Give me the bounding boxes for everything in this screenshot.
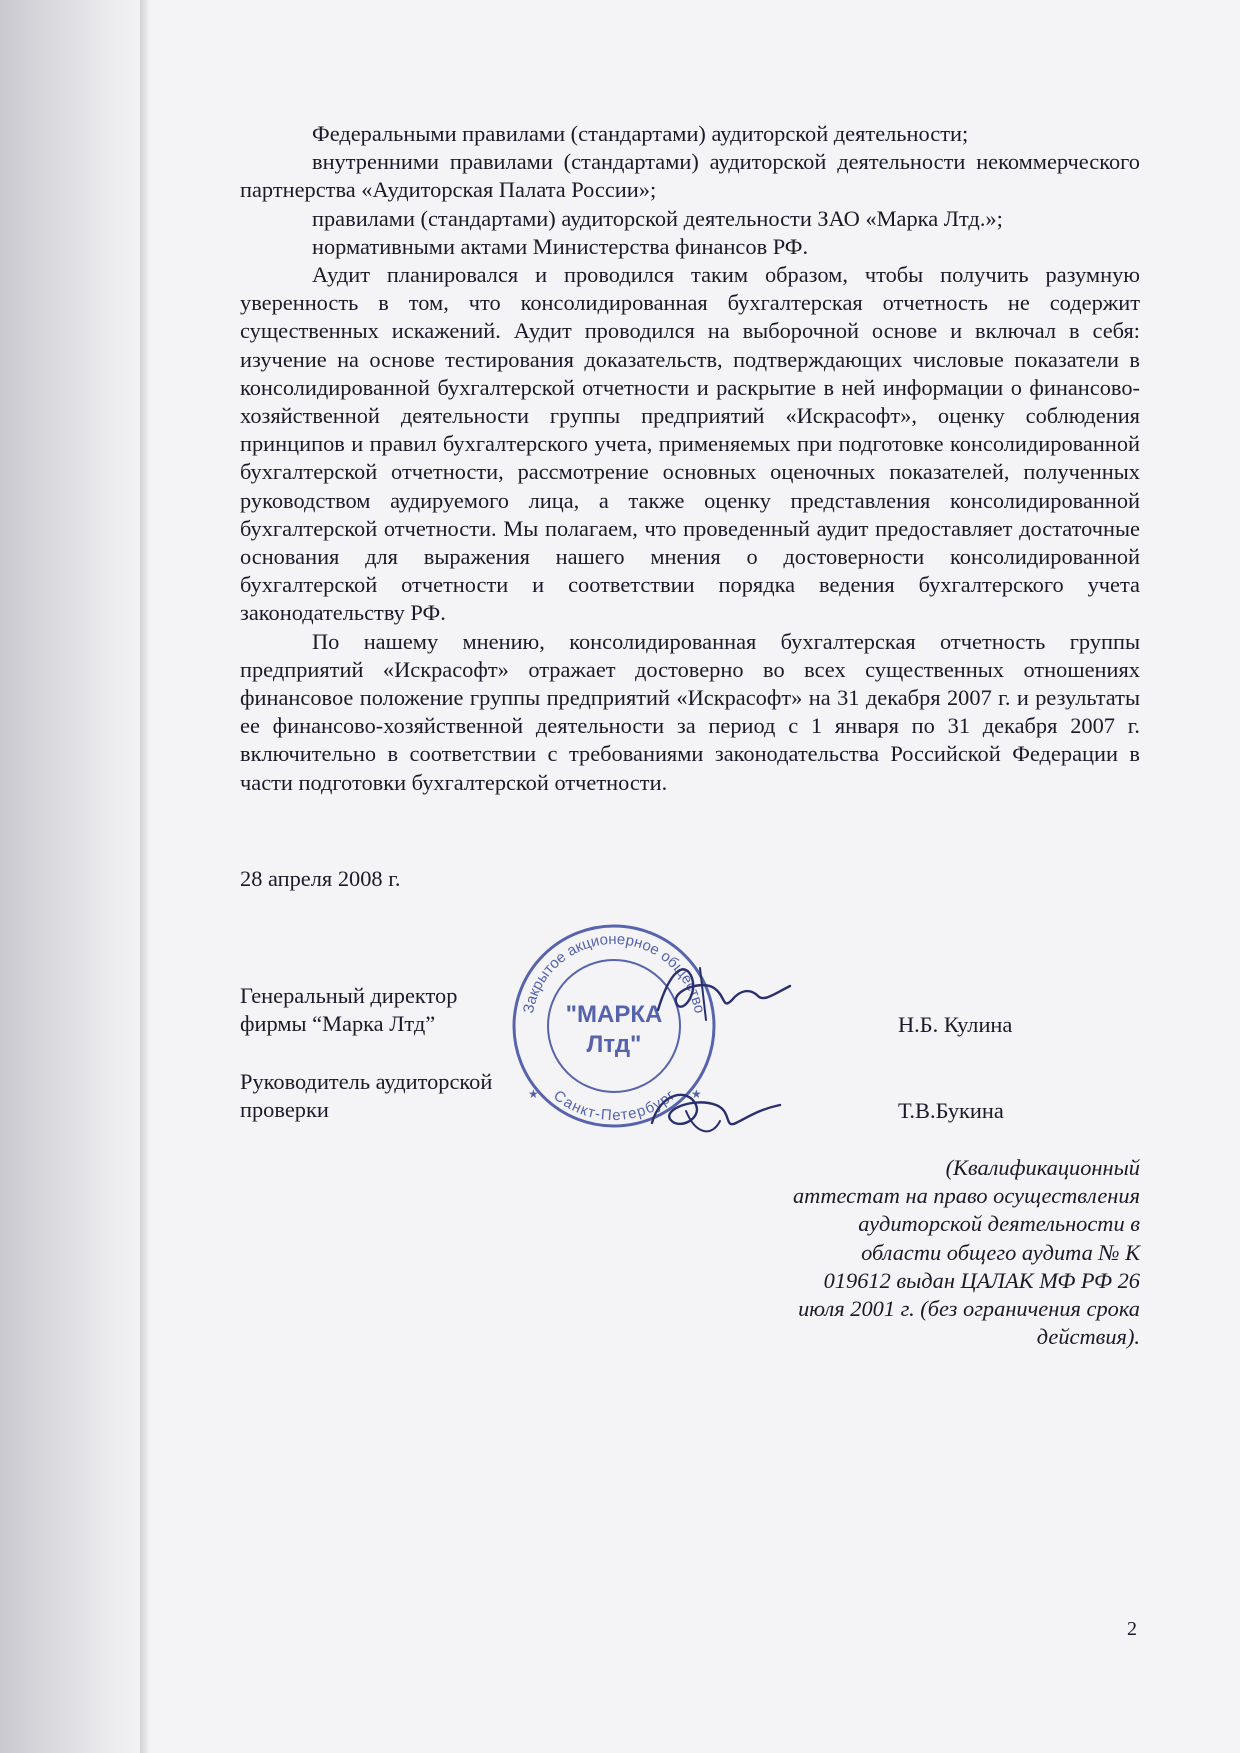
certificate-line: (Квалификационный	[945, 1155, 1140, 1180]
paragraph: нормативными актами Министерства финансов РФ.	[312, 233, 809, 259]
paragraph: По нашему мнению, консолидированная бухгалтерская отчетность группы предприятий «Искрасофт» отражает достоверно во всех существенных отношениях финансовое положение группы предприятий «Искрасофт» на 31 декабря 2007 г. и результаты ее финансово-хозяйственной деятельности за период с 1 января по 31 декабря 2007 г. включительно в соответствии с требованиями законодательства Российской Федерации в части подготовки бухгалтерской отчетности.	[240, 628, 1140, 795]
page-number: 2	[1127, 1618, 1137, 1640]
page-edge-shadow	[0, 0, 150, 1753]
page-fold	[140, 0, 150, 1753]
paragraph: внутренними правилами (стандартами) аудиторской деятельности некоммерческого партнерства «Аудиторская Палата России»;	[240, 149, 1140, 203]
certificate-line: действия).	[1036, 1324, 1140, 1350]
certificate-line: июля 2001 г. (без ограничения срока	[798, 1296, 1140, 1322]
auditor-signature	[640, 1075, 790, 1145]
auditor-title-line: Руководитель аудиторской	[240, 1069, 493, 1094]
auditor-title	[240, 1068, 492, 1124]
stamp-center-line: "МАРКА	[565, 1001, 663, 1028]
stamp-ring-text: Закрытое акционерное общество	[520, 930, 708, 1015]
certificate-line: 019612 выдан ЦАЛАК МФ РФ 26	[823, 1267, 1140, 1293]
paragraph: Федеральными правилами (стандартами) аудиторской деятельности;	[312, 121, 969, 146]
auditor-name: Т.В.Букина	[898, 1098, 1004, 1123]
paragraph: правилами (стандартами) аудиторской деятельности ЗАО «Марка Лтд.»;	[312, 205, 1003, 231]
stamp-city-text: Санкт-Петербург	[550, 1086, 679, 1125]
stamp-star-icon: ★	[691, 1087, 702, 1101]
stamp-center-line: Лтд"	[586, 1031, 642, 1058]
certificate-line: области общего аудита № К	[861, 1239, 1140, 1265]
director-signature	[640, 950, 800, 1030]
certificate-line: аудиторской деятельности в	[858, 1211, 1140, 1237]
director-title-line: Генеральный директор	[240, 983, 458, 1008]
director-title	[240, 982, 457, 1038]
director-title-line: фирмы “Марка Лтд”	[240, 1011, 436, 1037]
stamp-star-icon: ★	[528, 1087, 539, 1101]
body-text	[240, 120, 1140, 797]
certificate-line: аттестат на право осуществления	[792, 1183, 1140, 1209]
director-name: Н.Б. Кулина	[898, 1012, 1013, 1037]
document-date: 28 апреля 2008 г.	[240, 866, 401, 891]
certificate-note	[730, 1154, 1140, 1351]
auditor-title-line: проверки	[240, 1097, 329, 1123]
paragraph: Аудит планировался и проводился таким образом, чтобы получить разумную уверенность в том, что консолидированная бухгалтерская отчетность не содержит существенных искажений. Аудит проводился на выборочной основе и включал в себя: изучение на основе тестирования доказательств, подтверждающих числовые показатели в консолидированной бухгалтерской отчетности и раскрытие в ней информации о финансово-хозяйственной деятельности группы предприятий «Искрасофт», оценку соблюдения принципов и правил бухгалтерского учета, применяемых при подготовке консолидированной бухгалтерской отчетности, рассмотрение основных оценочных показателей, полученных руководством аудируемого лица, а также оценку представления консолидированной бухгалтерской отчетности. Мы полагаем, что проведенный аудит предоставляет достаточные основания для выражения нашего мнения о достоверности консолидированной бухгалтерской отчетности и соответствии порядка ведения бухгалтерского учета законодательству РФ.	[240, 262, 1140, 626]
